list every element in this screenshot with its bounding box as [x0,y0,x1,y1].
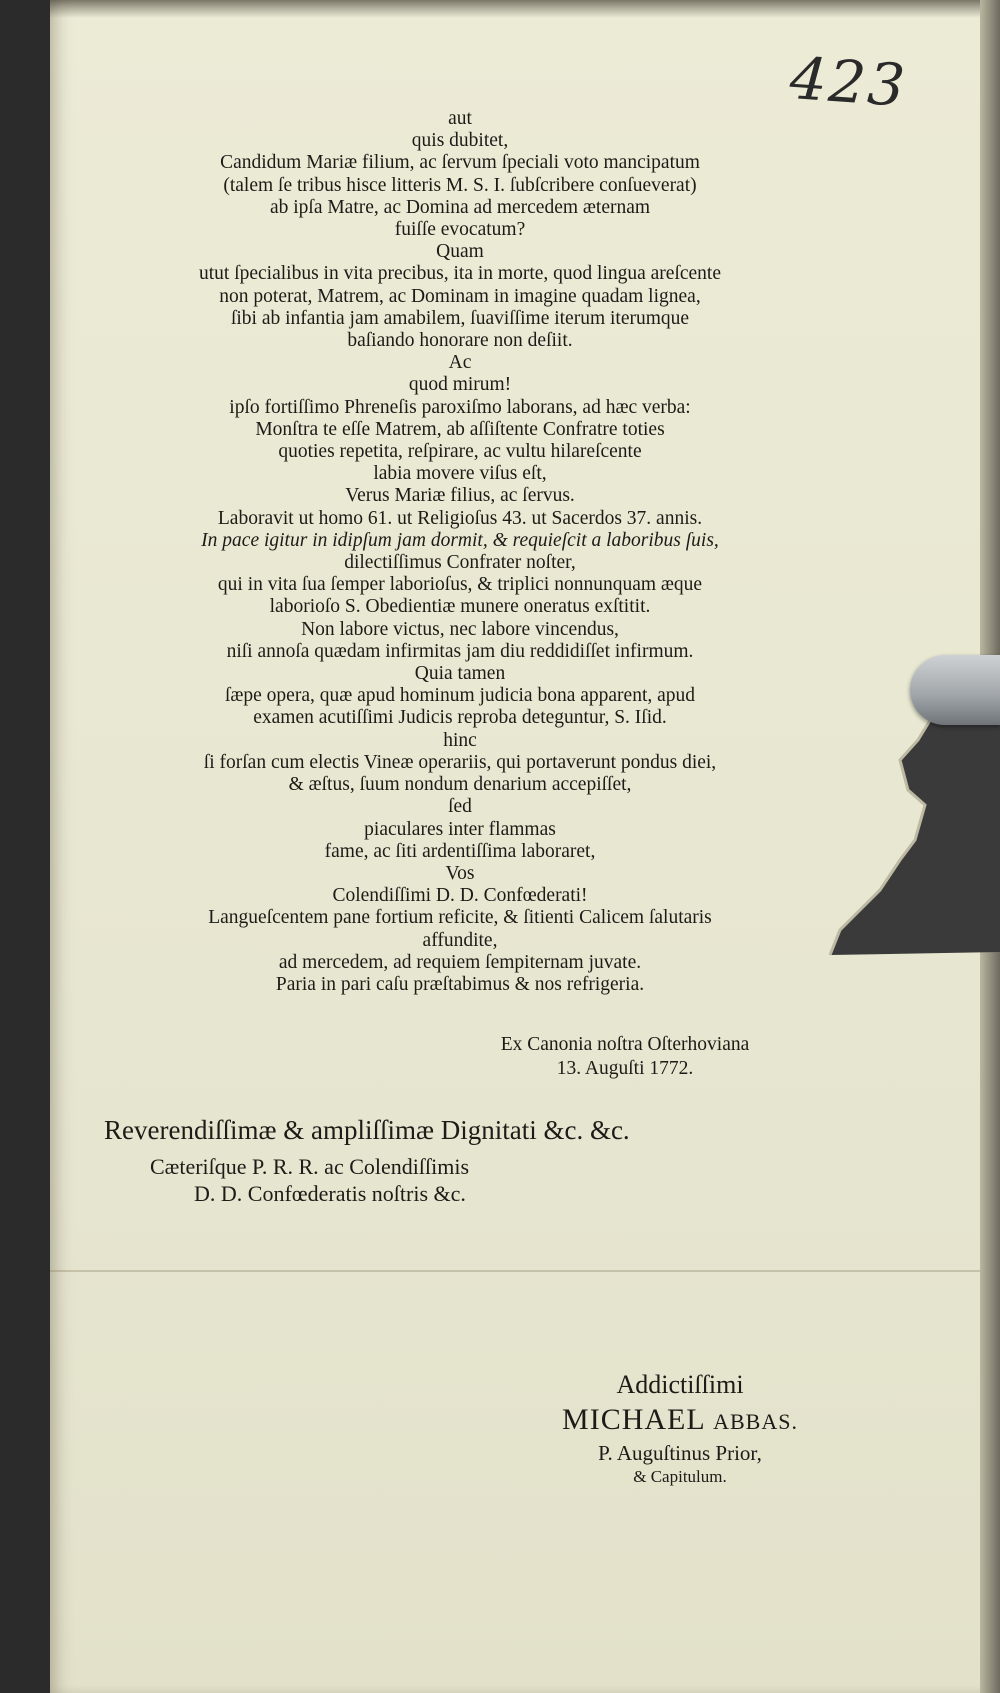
signature-title: ABBAS. [713,1409,798,1434]
page-edge-shadow [980,0,1000,1693]
address-line-3: D. D. Confœderatis noſtris &c. [194,1181,466,1206]
body-line: Ac [448,352,472,374]
dateline-date: 13. Auguſti 1772. [556,1058,694,1079]
body-line: Non labore victus, nec labore vincendus, [301,618,619,640]
address-line-2: Cæteriſque P. R. R. ac Colendiſſimis [150,1154,469,1179]
page-fold-line [50,1270,1000,1272]
body-line: dilectiſſimus Confrater noſter, [344,552,576,574]
body-line: affundite, [422,929,498,951]
body-line: (talem ſe tribus hisce litteris M. S. I. ſubſcribere conſueverat) [223,174,697,196]
body-line: ſed [448,796,472,818]
body-line: Laboravit ut homo 61. ut Religioſus 43. ut Sacerdos 37. annis. [217,507,703,529]
body-line: Quia tamen [414,663,506,685]
body-line: Monſtra te eſſe Matrem, ab aſſiſtente Confratre toties [255,418,665,440]
body-line: quoties repetita, reſpirare, ac vultu hilareſcente [278,441,642,463]
body-line: fuiſſe evocatum? [394,219,526,241]
body-line: ab ipſa Matre, ac Domina ad mercedem æternam [269,196,651,218]
body-line: ad mercedem, ad requiem ſempiternam juvate. [278,951,642,973]
body-line: Quam [436,241,484,263]
body-line: Verus Mariæ filius, ac ſervus. [345,485,575,507]
signature-name: MICHAEL [562,1403,705,1436]
body-line: labia movere viſus eſt, [373,463,547,485]
body-line: Colendiſſimi D. D. Confœderati! [332,885,588,907]
body-line: hinc [443,729,477,751]
body-line: baſiando honorare non deſiit. [347,330,573,352]
body-line: qui in vita ſua ſemper laborioſus, & triplici nonnunquam æque [217,574,703,596]
body-line: Candidum Mariæ filium, ac ſervum ſpeciali voto mancipatum [220,152,700,174]
folio-number: 423 [787,44,909,120]
body-line: Paria in pari caſu præſtabimus & nos refrigeria. [275,973,645,995]
body-line: examen acutiſſimi Judicis reproba deteguntur, S. Iſid. [253,707,667,729]
signature-addictissimi: Addictiſſimi [616,1370,744,1399]
body-line: aut [448,108,472,129]
address-line-main: Reverendiſſimæ & ampliſſimæ Dignitati &c. &c. [104,1115,630,1145]
body-line: quis dubitet, [411,130,509,152]
metal-clip [910,655,1000,725]
signature-chapter: & Capitulum. [633,1467,727,1486]
body-line: In pace igitur in idipſum jam dormit, & requieſcit a laboribus ſuis, [201,529,719,551]
body-line: quod mirum! [408,374,512,396]
signature-block [520,1368,840,1488]
body-line: ipſo fortiſſimo Phreneſis paroxiſmo laborans, ad hæc verba: [229,396,691,418]
body-line: ſibi ab infantia jam amabilem, ſuaviſſime iterum iterumque [230,307,690,329]
body-line: Langueſcentem pane fortium reficite, & ſitienti Calicem ſalutaris [208,907,712,929]
body-line: piaculares inter flammas [364,818,556,840]
signature-abbot [520,1402,840,1440]
body-line: ſi forſan cum electis Vineæ operariis, qui portaverunt pondus diei, [203,751,717,773]
dateline [435,1033,815,1081]
body-line: non poterat, Matrem, ac Dominam in imagine quadam lignea, [219,285,701,307]
body-line: niſi annoſa quædam infirmitas jam diu reddidiſſet infirmum. [226,640,694,662]
body-line: & æſtus, ſuum nondum denarium accepiſſet, [288,774,632,796]
body-line: laborioſo S. Obedientiæ munere oneratus exſtitit. [269,596,651,618]
signature-prior: P. Auguſtinus Prior, [598,1441,762,1465]
body-line: ſæpe opera, quæ apud hominum judicia bona apparent, apud [224,685,696,707]
dateline-place: Ex Canonia noſtra Oſterhoviana [500,1034,750,1055]
body-line: Vos [445,862,475,884]
address-block [150,1153,469,1207]
body-line: utut ſpecialibus in vita precibus, ita in morte, quod lingua areſcente [198,263,721,285]
body-line: fame, ac ſiti ardentiſſima laboraret, [324,840,596,862]
obituary-body-text [100,108,820,996]
